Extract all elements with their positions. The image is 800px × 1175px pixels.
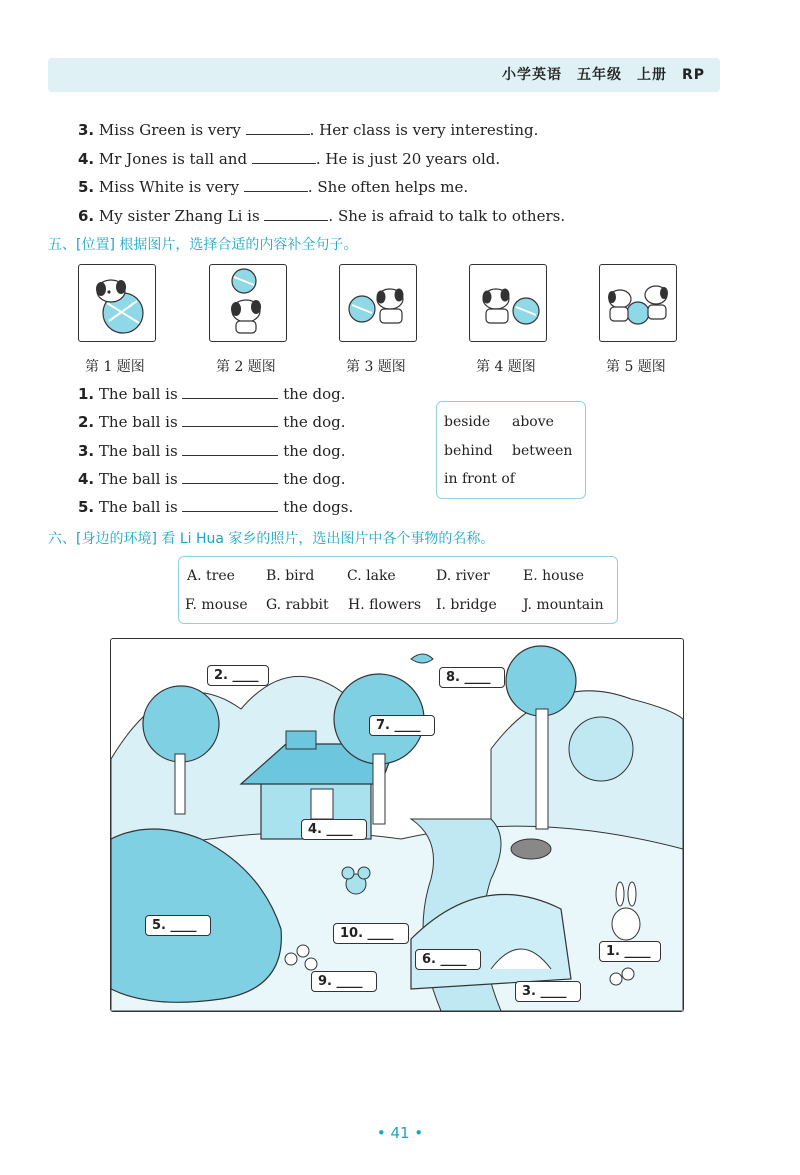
- question-number: 4.: [78, 470, 95, 488]
- position-question-2: [78, 412, 346, 431]
- answer-blank[interactable]: [264, 206, 328, 221]
- option-item: J. mountain: [523, 597, 604, 613]
- scene-label-2[interactable]: 2. ____: [207, 665, 269, 686]
- option-item: A. tree: [187, 568, 235, 584]
- scene-label-6[interactable]: 6. ____: [415, 949, 481, 970]
- question-text: The ball is: [98, 498, 178, 516]
- question-text: the dog.: [283, 470, 346, 488]
- answer-blank[interactable]: [182, 412, 278, 427]
- dog-ball-illustration: [79, 265, 155, 341]
- question-text: Mr Jones is tall and: [98, 150, 248, 168]
- scene-label-3[interactable]: 3. ____: [515, 981, 581, 1002]
- dog-ball-illustration: [470, 265, 546, 341]
- picture-2: [209, 264, 287, 342]
- question-text: . Her class is very interesting.: [309, 121, 539, 139]
- option-item: E. house: [523, 568, 585, 584]
- picture-caption: 第 1 题图: [85, 359, 145, 375]
- question-number: 3.: [78, 121, 95, 139]
- section-6-title: 六、[身边的环境] 看 Li Hua 家乡的照片，选出图片中各个事物的名称。: [48, 531, 495, 547]
- word-option: in front of: [444, 471, 515, 487]
- question-text: My sister Zhang Li is: [98, 207, 260, 225]
- question-text: The ball is: [98, 470, 178, 488]
- question-text: the dog.: [283, 442, 346, 460]
- option-item: D. river: [436, 568, 490, 584]
- option-item: B. bird: [266, 568, 315, 584]
- option-item: G. rabbit: [266, 597, 329, 613]
- option-item: H. flowers: [348, 597, 422, 613]
- scene-label-9[interactable]: 9. ____: [311, 971, 377, 992]
- question-text: The ball is: [98, 413, 178, 431]
- option-item: F. mouse: [185, 597, 248, 613]
- page-number: • 41 •: [376, 1124, 424, 1142]
- word-option: behind: [444, 443, 493, 459]
- picture-1: [78, 264, 156, 342]
- question-6: [78, 206, 565, 225]
- answer-blank[interactable]: [182, 441, 278, 456]
- dog-ball-illustration: [210, 265, 286, 341]
- question-text: Miss Green is very: [98, 121, 241, 139]
- picture-5: [599, 264, 677, 342]
- dog-ball-illustration: [340, 265, 416, 341]
- answer-blank[interactable]: [182, 497, 278, 512]
- answer-blank[interactable]: [246, 120, 310, 135]
- question-text: . He is just 20 years old.: [315, 150, 501, 168]
- question-text: The ball is: [98, 442, 178, 460]
- position-question-4: [78, 469, 346, 488]
- picture-caption: 第 2 题图: [216, 359, 276, 375]
- word-bank: [436, 401, 586, 499]
- question-text: Miss White is very: [98, 178, 240, 196]
- position-question-3: [78, 441, 346, 460]
- question-3: [78, 120, 538, 139]
- answer-blank[interactable]: [182, 384, 278, 399]
- scene-label-4[interactable]: 4. ____: [301, 819, 367, 840]
- scene-label-1[interactable]: 1. ____: [599, 941, 661, 962]
- question-text: The ball is: [98, 385, 178, 403]
- option-item: I. bridge: [436, 597, 497, 613]
- question-number: 5.: [78, 498, 95, 516]
- position-question-1: [78, 384, 346, 403]
- question-text: . She is afraid to talk to others.: [328, 207, 566, 225]
- question-number: 6.: [78, 207, 95, 225]
- scene-label-8[interactable]: 8. ____: [439, 667, 505, 688]
- picture-caption: 第 5 题图: [606, 359, 666, 375]
- answer-blank[interactable]: [244, 177, 308, 192]
- picture-caption: 第 3 题图: [346, 359, 406, 375]
- word-option: between: [512, 443, 573, 459]
- book-title: 小学英语 五年级 上册 RP: [501, 67, 705, 83]
- scene-illustration: [111, 639, 683, 1011]
- question-text: . She often helps me.: [307, 178, 469, 196]
- scene-label-5[interactable]: 5. ____: [145, 915, 211, 936]
- question-number: 1.: [78, 385, 95, 403]
- picture-caption: 第 4 题图: [476, 359, 536, 375]
- word-option: above: [512, 414, 554, 430]
- question-number: 2.: [78, 413, 95, 431]
- question-5: [78, 177, 468, 196]
- picture-4: [469, 264, 547, 342]
- dogs-ball-illustration: [600, 265, 676, 341]
- answer-blank[interactable]: [182, 469, 278, 484]
- option-box: [178, 556, 618, 624]
- question-number: 4.: [78, 150, 95, 168]
- hometown-scene: [110, 638, 684, 1012]
- option-item: C. lake: [347, 568, 396, 584]
- question-text: the dogs.: [283, 498, 354, 516]
- question-number: 5.: [78, 178, 95, 196]
- question-text: the dog.: [283, 413, 346, 431]
- position-question-5: [78, 497, 353, 516]
- scene-label-10[interactable]: 10. ____: [333, 923, 409, 944]
- question-number: 3.: [78, 442, 95, 460]
- word-option: beside: [444, 414, 491, 430]
- picture-3: [339, 264, 417, 342]
- question-4: [78, 149, 500, 168]
- question-text: the dog.: [283, 385, 346, 403]
- scene-label-7[interactable]: 7. ____: [369, 715, 435, 736]
- section-5-title: 五、[位置] 根据图片，选择合适的内容补全句子。: [48, 237, 358, 253]
- answer-blank[interactable]: [252, 149, 316, 164]
